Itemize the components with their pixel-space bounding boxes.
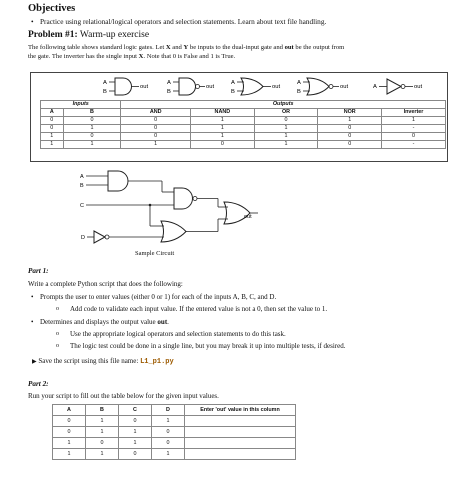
gate-symbols bbox=[43, 75, 443, 99]
col-header: A bbox=[53, 405, 86, 416]
table-cell: 1 bbox=[121, 141, 191, 149]
table-cell: 1 bbox=[318, 117, 382, 125]
table-cell: 0 bbox=[63, 133, 121, 141]
and-gate-icon bbox=[108, 171, 128, 191]
desc-x: X bbox=[165, 44, 171, 51]
col-header: OR bbox=[254, 109, 318, 117]
desc-text: . Note that 0 is False and 1 is True. bbox=[143, 52, 236, 60]
table-cell: 1 bbox=[190, 125, 254, 133]
table-cell: 0 bbox=[121, 117, 191, 125]
gate-input-b-label: B bbox=[103, 89, 107, 95]
inverter-gate-icon bbox=[94, 231, 105, 243]
table-cell: 0 bbox=[86, 438, 119, 449]
gate-output-label: out bbox=[206, 84, 215, 90]
part1-subbullet-3: o The logic test could be done in a single line, but you may break it up into multiple tests, if desired. bbox=[70, 342, 345, 350]
table-row bbox=[53, 438, 296, 449]
part1-bullet-2 bbox=[40, 318, 169, 326]
gate-input-a-label: A bbox=[231, 80, 235, 86]
nand-gate-icon bbox=[174, 188, 193, 209]
col-header: B bbox=[86, 405, 119, 416]
table-cell: 1 bbox=[53, 449, 86, 460]
col-header: D bbox=[152, 405, 185, 416]
logic-gates-table bbox=[30, 72, 448, 162]
desc-y: Y bbox=[183, 44, 189, 51]
problem-label: Problem #1: bbox=[28, 30, 78, 40]
table-cell: 1 bbox=[254, 141, 318, 149]
col-header: A bbox=[41, 109, 64, 117]
table-cell: 0 bbox=[53, 427, 86, 438]
gate-input-b-label: B bbox=[167, 89, 171, 95]
out-answer-cell[interactable] bbox=[185, 427, 296, 438]
desc-text: and bbox=[170, 44, 184, 51]
table-cell: 1 bbox=[86, 449, 119, 460]
table-cell: - bbox=[382, 125, 446, 133]
bullet-text: . bbox=[167, 318, 169, 326]
sample-circuit-diagram bbox=[70, 166, 280, 250]
table-cell: 0 bbox=[63, 117, 121, 125]
table-cell: 0 bbox=[41, 117, 64, 125]
nand-gate-icon bbox=[167, 78, 214, 95]
table-cell: 1 bbox=[254, 133, 318, 141]
problem-description bbox=[28, 44, 448, 61]
part1-bullet-1: • Prompts the user to enter values (either 0 or 1) for each of the inputs A, B, C, and D. bbox=[40, 293, 276, 301]
gate-output-label: out bbox=[340, 84, 349, 90]
table-cell: 1 bbox=[254, 125, 318, 133]
table-cell: 0 bbox=[119, 416, 152, 427]
gate-input-a-label: A bbox=[167, 80, 171, 86]
part1-subbullet-2: o Use the appropriate logical operators and selection statements to do this task. bbox=[70, 330, 286, 338]
inverter-gate-icon bbox=[373, 79, 422, 94]
truth-table-group-row bbox=[41, 101, 446, 109]
objectives-heading: Objectives bbox=[28, 3, 76, 14]
table-cell: 1 bbox=[119, 427, 152, 438]
table-cell: 1 bbox=[382, 117, 446, 125]
gate-output-label: out bbox=[272, 84, 281, 90]
outputs-heading: Outputs bbox=[121, 101, 446, 109]
table-cell: 0 bbox=[53, 416, 86, 427]
inputs-heading: Inputs bbox=[41, 101, 121, 109]
col-header: NAND bbox=[190, 109, 254, 117]
gate-input-a-label: A bbox=[103, 80, 107, 86]
table-cell: 1 bbox=[152, 416, 185, 427]
table-cell: 1 bbox=[86, 427, 119, 438]
table-cell: 0 bbox=[152, 427, 185, 438]
bullet-text: Determines and displays the output value bbox=[40, 318, 158, 326]
col-header: NOR bbox=[318, 109, 382, 117]
col-header: B bbox=[63, 109, 121, 117]
desc-x: X bbox=[138, 52, 144, 60]
or-gate-icon bbox=[161, 221, 186, 242]
table-row bbox=[41, 125, 446, 133]
save-text: Save the script using this file name: bbox=[38, 357, 141, 365]
table-cell: 0 bbox=[41, 125, 64, 133]
part2-intro: Run your script to fill out the table below for the given input values. bbox=[28, 392, 219, 400]
gate-input-a-label: A bbox=[297, 80, 301, 86]
desc-text: the gate. The inverter has the single input bbox=[28, 52, 139, 60]
results-header-row bbox=[53, 405, 296, 416]
problem-title: Warm-up exercise bbox=[77, 30, 150, 40]
table-cell: 1 bbox=[190, 133, 254, 141]
gate-output-label: out bbox=[140, 84, 149, 90]
table-row bbox=[41, 133, 446, 141]
table-row bbox=[53, 427, 296, 438]
table-cell: 0 bbox=[254, 117, 318, 125]
table-cell: 1 bbox=[63, 125, 121, 133]
table-row bbox=[41, 117, 446, 125]
table-cell: 1 bbox=[86, 416, 119, 427]
table-cell: 0 bbox=[152, 438, 185, 449]
truth-table bbox=[40, 100, 446, 149]
col-header: C bbox=[119, 405, 152, 416]
desc-text: be inputs to the dual-input gate and bbox=[188, 44, 285, 51]
or-gate-icon bbox=[231, 78, 280, 95]
table-cell: 1 bbox=[41, 133, 64, 141]
col-header: Inverter bbox=[382, 109, 446, 117]
table-cell: 0 bbox=[119, 449, 152, 460]
out-answer-cell[interactable] bbox=[185, 438, 296, 449]
circuit-caption: Sample Circuit bbox=[135, 250, 175, 257]
circuit-label-d: D bbox=[81, 235, 85, 241]
table-cell: 0 bbox=[382, 133, 446, 141]
table-cell: 0 bbox=[190, 141, 254, 149]
table-row bbox=[41, 141, 446, 149]
table-row bbox=[53, 416, 296, 427]
table-cell: 0 bbox=[318, 133, 382, 141]
col-header: AND bbox=[121, 109, 191, 117]
objectives-bullet: • Practice using relational/logical operators and selection statements. Learn about text file handling. bbox=[40, 17, 326, 26]
or-gate-icon bbox=[224, 202, 250, 224]
play-arrow-icon: ▶ bbox=[32, 359, 37, 365]
truth-table-header-row bbox=[41, 109, 446, 117]
desc-out: out bbox=[284, 44, 294, 51]
table-cell: 0 bbox=[318, 141, 382, 149]
table-cell: 1 bbox=[53, 438, 86, 449]
circuit-output-label: out bbox=[244, 214, 252, 220]
part1-heading: Part 1: bbox=[28, 267, 49, 275]
table-cell: 1 bbox=[119, 438, 152, 449]
table-cell: 1 bbox=[152, 449, 185, 460]
part1-intro: Write a complete Python script that does the following: bbox=[28, 280, 183, 288]
problem-heading bbox=[28, 30, 149, 40]
table-cell: 0 bbox=[318, 125, 382, 133]
table-cell: 1 bbox=[63, 141, 121, 149]
results-table bbox=[52, 404, 296, 460]
circuit-label-a: A bbox=[80, 174, 84, 180]
table-cell: 1 bbox=[190, 117, 254, 125]
bullet-out: out bbox=[157, 318, 168, 326]
gate-input-a-label: A bbox=[373, 84, 377, 90]
table-cell: 1 bbox=[41, 141, 64, 149]
table-row bbox=[53, 449, 296, 460]
table-cell: - bbox=[382, 141, 446, 149]
script-filename: L1_p1.py bbox=[140, 358, 174, 366]
circuit-label-c: C bbox=[80, 203, 84, 209]
gate-output-label: out bbox=[414, 84, 423, 90]
desc-text: be the output from bbox=[293, 44, 345, 51]
table-cell: 0 bbox=[121, 125, 191, 133]
circuit-label-b: B bbox=[80, 183, 84, 189]
desc-text: The following table shows standard logic gates. Let bbox=[28, 44, 166, 51]
part1-subbullet-1: o Add code to validate each input value. If the entered value is not a 0, then set the value to 1. bbox=[70, 305, 327, 313]
gate-input-b-label: B bbox=[297, 89, 301, 95]
table-cell: 0 bbox=[121, 133, 191, 141]
nor-gate-icon bbox=[297, 78, 348, 95]
col-header: Enter 'out' value in this column bbox=[185, 405, 296, 416]
out-answer-cell[interactable] bbox=[185, 416, 296, 427]
gate-input-b-label: B bbox=[231, 89, 235, 95]
and-gate-icon bbox=[103, 78, 148, 95]
save-instruction bbox=[32, 357, 174, 366]
part2-heading: Part 2: bbox=[28, 380, 49, 388]
out-answer-cell[interactable] bbox=[185, 449, 296, 460]
